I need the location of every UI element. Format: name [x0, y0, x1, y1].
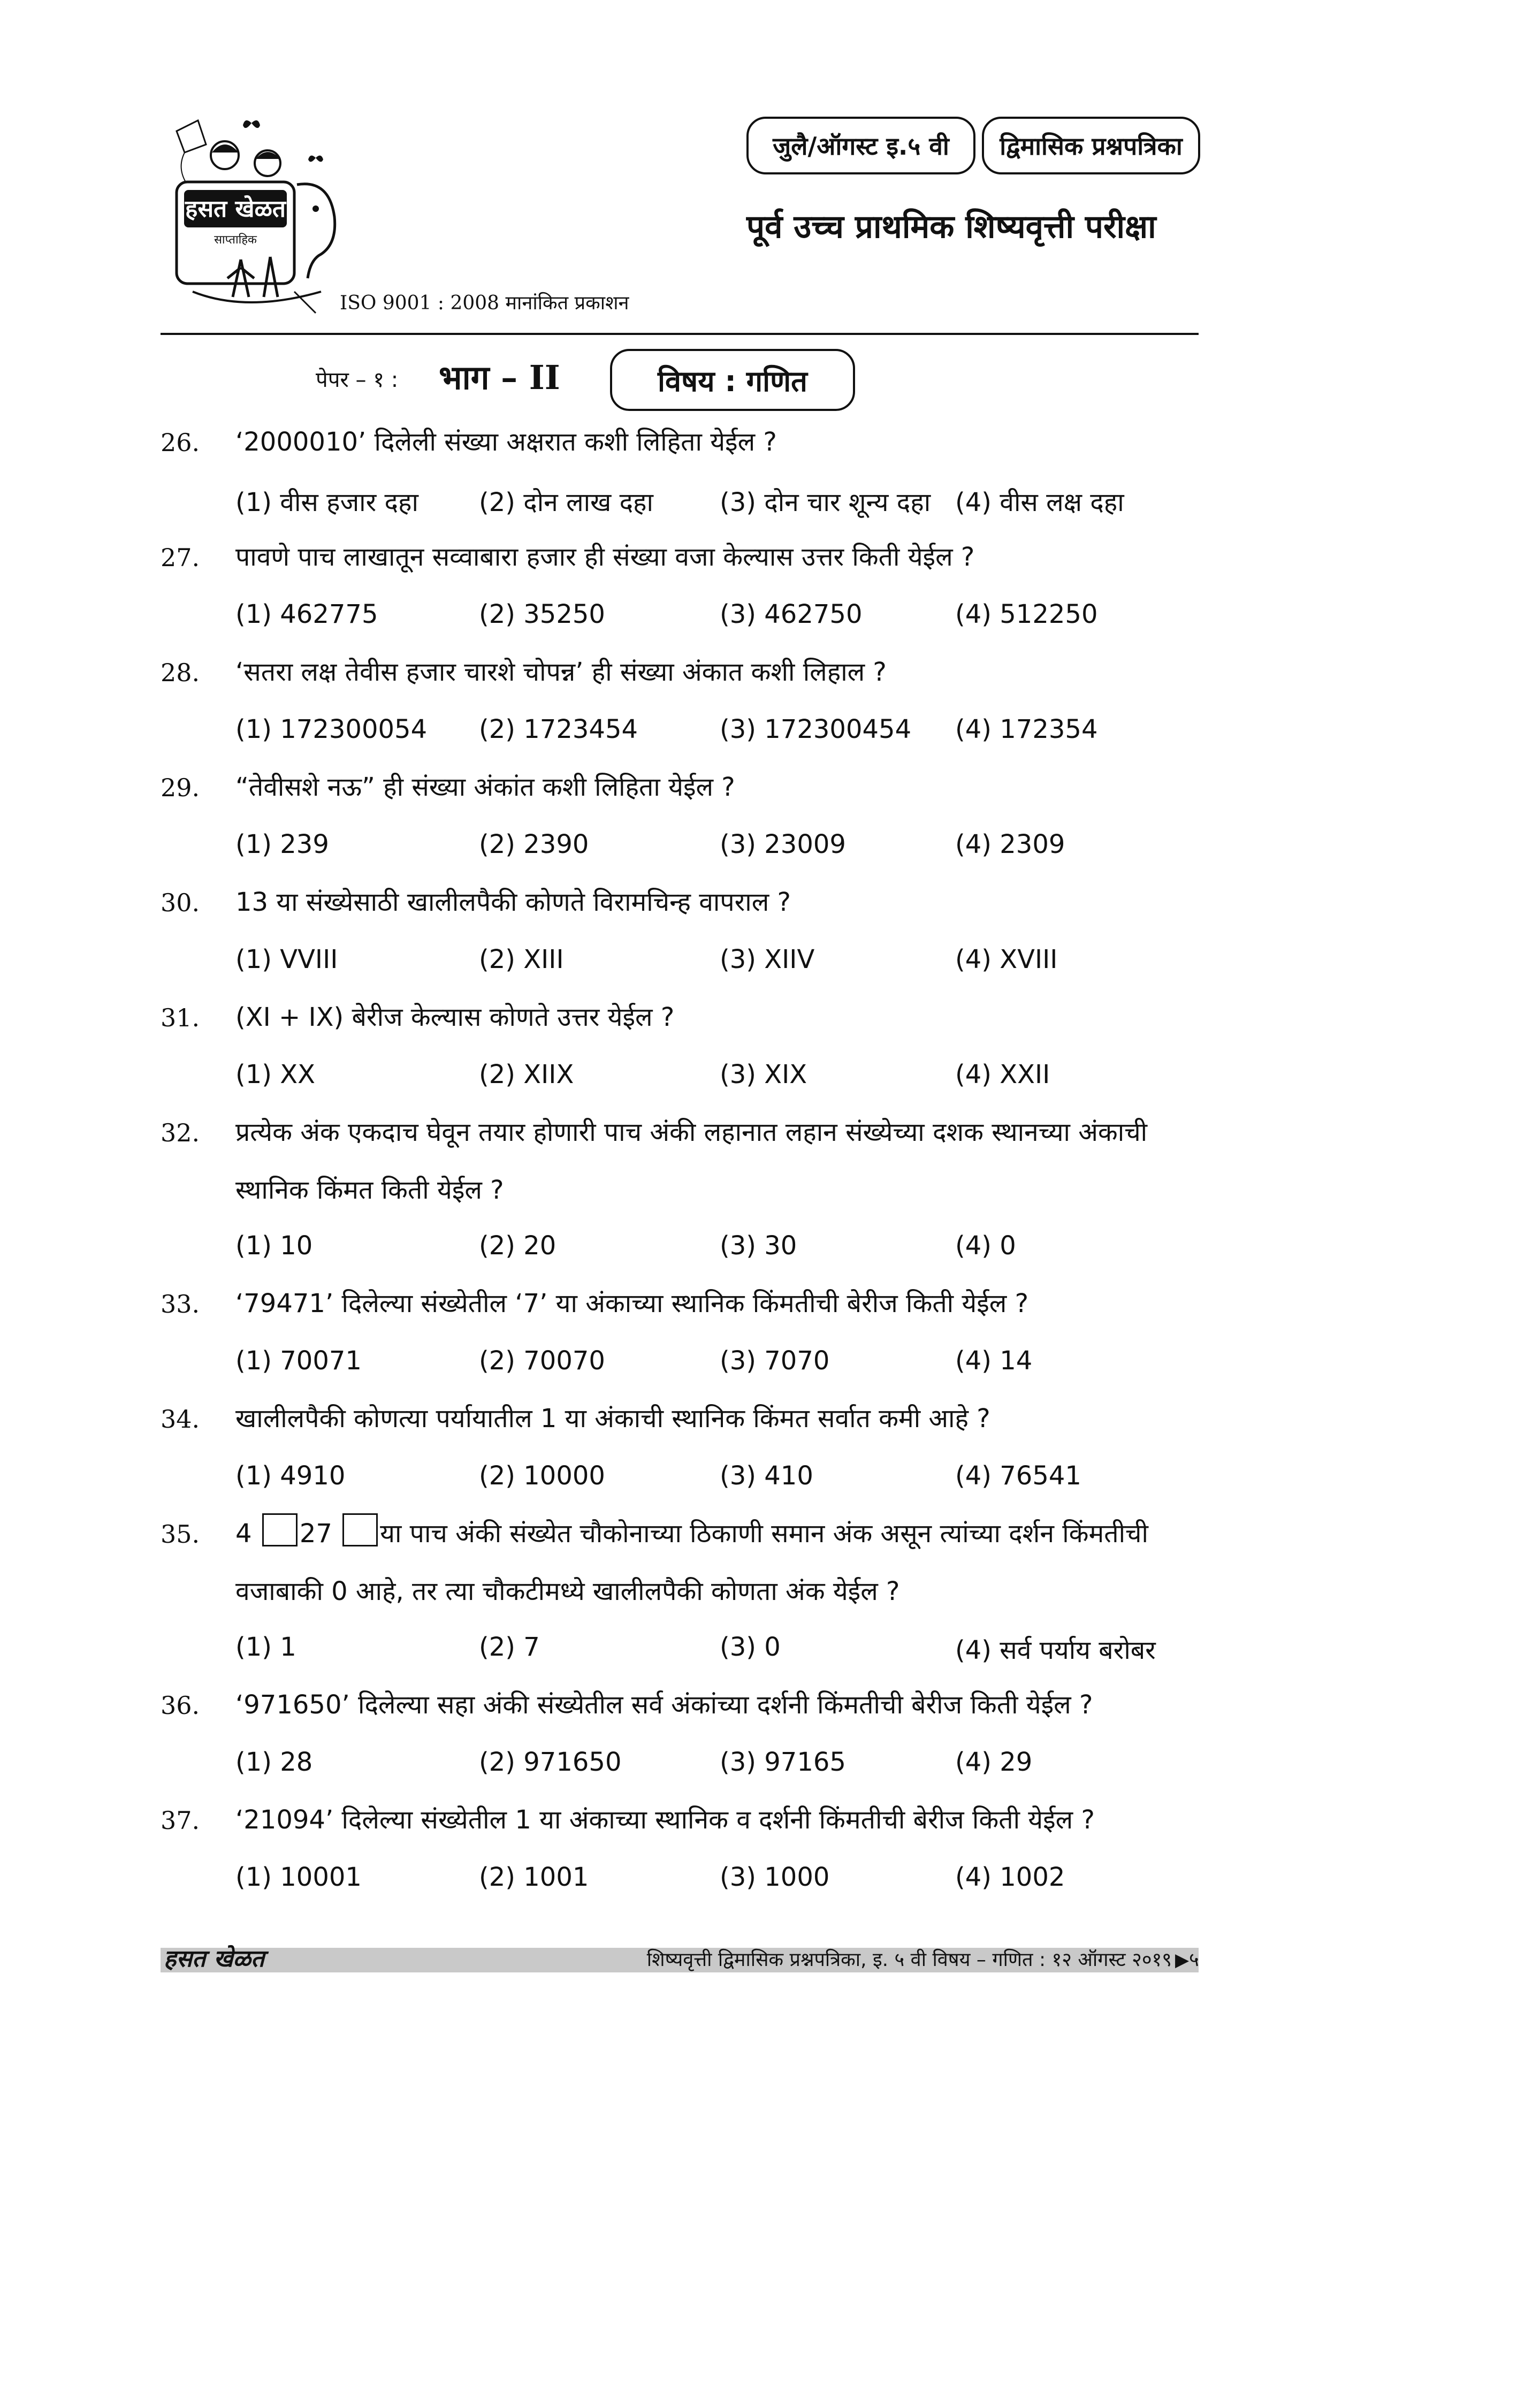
option: (3) 97165: [720, 1747, 846, 1777]
option: (4) वीस लक्ष दहा: [955, 487, 1124, 517]
question-number: 31.: [161, 1003, 200, 1032]
question-number: 29.: [161, 773, 200, 802]
question-text: ‘21094’ दिलेल्या संख्येतील 1 या अंकाच्या स्थानिक व दर्शनी किंमतीची बेरीज किती येईल ?: [235, 1805, 1095, 1835]
page-number: ५: [1189, 1949, 1199, 1971]
option: (1) 70071: [235, 1346, 362, 1376]
question-number: 28.: [161, 658, 200, 687]
option: (4) 512250: [955, 599, 1098, 629]
option: (4) 14: [955, 1346, 1033, 1376]
question-text: 13 या संख्येसाठी खालीलपैकी कोणते विरामचिन्ह वापराल ?: [235, 887, 791, 917]
option: (4) 172354: [955, 714, 1098, 744]
header-divider: [161, 333, 1199, 335]
option: (1) 10: [235, 1231, 313, 1261]
option: (3) XIIV: [720, 944, 815, 974]
question-text: “तेवीसशे नऊ” ही संख्या अंकांत कशी लिहिता येईल ?: [235, 772, 735, 802]
option: (3) XIX: [720, 1060, 807, 1089]
option: (4) 29: [955, 1747, 1033, 1777]
digit: 4: [235, 1519, 252, 1549]
paper-label: पेपर – १ :: [316, 368, 399, 392]
question-text: प्रत्येक अंक एकदाच घेवून तयार होणारी पाच अंकी लहानात लहान संख्येच्या दशक स्थानच्या अंकाची स्थानिक किंमत किती येईल ?: [235, 1117, 1148, 1205]
footer-text: शिष्यवृत्ती द्विमासिक प्रश्नपत्रिका, इ. ५ वी विषय – गणित : १२ ऑगस्ट २०१९: [646, 1949, 1172, 1971]
question-text: खालीलपैकी कोणत्या पर्यायातील 1 या अंकाची स्थानिक किंमत सर्वात कमी आहे ?: [235, 1404, 990, 1434]
option: (1) 4910: [235, 1461, 346, 1491]
option: (4) 1002: [955, 1862, 1065, 1892]
option: (1) वीस हजार दहा: [235, 487, 418, 517]
option: (4) 2309: [955, 829, 1065, 859]
option: (2) 1001: [479, 1862, 589, 1892]
question-text: ‘971650’ दिलेल्या सहा अंकी संख्येतील सर्व अंकांच्या दर्शनी किंमतीची बेरीज किती येईल ?: [235, 1690, 1093, 1720]
option: (1) 10001: [235, 1862, 362, 1892]
logo-title: हसत खेळत: [185, 195, 286, 223]
exam-title: पूर्व उच्च प्राथमिक शिष्यवृत्ती परीक्षा: [746, 208, 1156, 246]
question-number: 33.: [161, 1290, 200, 1319]
iso-certification: ISO 9001 : 2008 मानांकित प्रकाशन: [340, 292, 629, 314]
option: (3) 23009: [720, 829, 846, 859]
question-text-rest: या पाच अंकी संख्येत चौकोनाच्या ठिकाणी समान अंक असून त्यांच्या दर्शन किंमतीची वजाबाकी 0 आहे, तर त्या चौकटीमध्ये खालीलपैकी कोणता अंक येईल ?: [235, 1519, 1148, 1606]
footer-brand: हसत खेळत: [164, 1945, 265, 1972]
section-label: भाग – II: [439, 358, 560, 397]
option: (3) 172300454: [720, 714, 912, 744]
option: (4) 0: [955, 1231, 1016, 1261]
option: (2) XIII: [479, 944, 564, 974]
question-number: 32.: [161, 1118, 200, 1147]
blank-box: [262, 1513, 298, 1546]
option: (3) 1000: [720, 1862, 830, 1892]
edition-badge: जुलै/ऑगस्ट इ.५ वी: [746, 117, 975, 174]
question-number: 27.: [161, 543, 200, 572]
option: (1) 1: [235, 1632, 296, 1662]
option: (3) दोन चार शून्य दहा: [720, 487, 931, 517]
publisher-logo: [161, 115, 353, 332]
option: (2) 971650: [479, 1747, 622, 1777]
question-text: पावणे पाच लाखातून सव्वाबारा हजार ही संख्या वजा केल्यास उत्तर किती येईल ?: [235, 542, 975, 572]
question-number: 26.: [161, 428, 200, 457]
digit: 27: [299, 1519, 332, 1549]
paper-type-badge: द्विमासिक प्रश्नपत्रिका: [982, 117, 1200, 174]
option: (1) VVIII: [235, 944, 338, 974]
question-number: 34.: [161, 1405, 200, 1434]
page-arrow-icon: ▶: [1175, 1949, 1190, 1971]
option: (4) सर्व पर्याय बरोबर: [955, 1635, 1156, 1665]
subject-badge: विषय : गणित: [610, 349, 855, 411]
question-number: 30.: [161, 888, 200, 917]
option: (2) 70070: [479, 1346, 605, 1376]
option: (3) 7070: [720, 1346, 830, 1376]
question-number: 37.: [161, 1806, 200, 1835]
option: (3) 410: [720, 1461, 813, 1491]
option: (2) 35250: [479, 599, 605, 629]
logo-subtitle: साप्ताहिक: [214, 233, 257, 247]
option: (1) 239: [235, 829, 329, 859]
option: (2) दोन लाख दहा: [479, 487, 653, 517]
question-number: 36.: [161, 1691, 200, 1720]
option: (2) 10000: [479, 1461, 605, 1491]
blank-box: [342, 1513, 378, 1546]
question-text: ‘सतरा लक्ष तेवीस हजार चारशे चोपन्न’ ही संख्या अंकात कशी लिहाल ?: [235, 657, 887, 687]
question-text: ‘79471’ दिलेल्या संख्येतील ‘7’ या अंकाच्या स्थानिक किंमतीची बेरीज किती येईल ?: [235, 1289, 1029, 1319]
option: (2) 20: [479, 1231, 556, 1261]
option: (4) XXII: [955, 1060, 1050, 1089]
option: (3) 0: [720, 1632, 781, 1662]
option: (2) XIIX: [479, 1060, 574, 1089]
option: (2) 1723454: [479, 714, 638, 744]
question-text: (XI + IX) बेरीज केल्यास कोणते उत्तर येईल ?: [235, 1002, 675, 1032]
option: (4) XVIII: [955, 944, 1058, 974]
option: (3) 462750: [720, 599, 863, 629]
question-text: [235, 1505, 1204, 1620]
option: (1) XX: [235, 1060, 316, 1089]
question-text: ‘2000010’ दिलेली संख्या अक्षरात कशी लिहिता येईल ?: [235, 427, 777, 457]
option: (3) 30: [720, 1231, 797, 1261]
option: (1) 462775: [235, 599, 378, 629]
option: (1) 28: [235, 1747, 313, 1777]
option: (2) 2390: [479, 829, 589, 859]
question-number: 35.: [161, 1520, 200, 1549]
option: (4) 76541: [955, 1461, 1081, 1491]
option: (1) 172300054: [235, 714, 428, 744]
option: (2) 7: [479, 1632, 540, 1662]
